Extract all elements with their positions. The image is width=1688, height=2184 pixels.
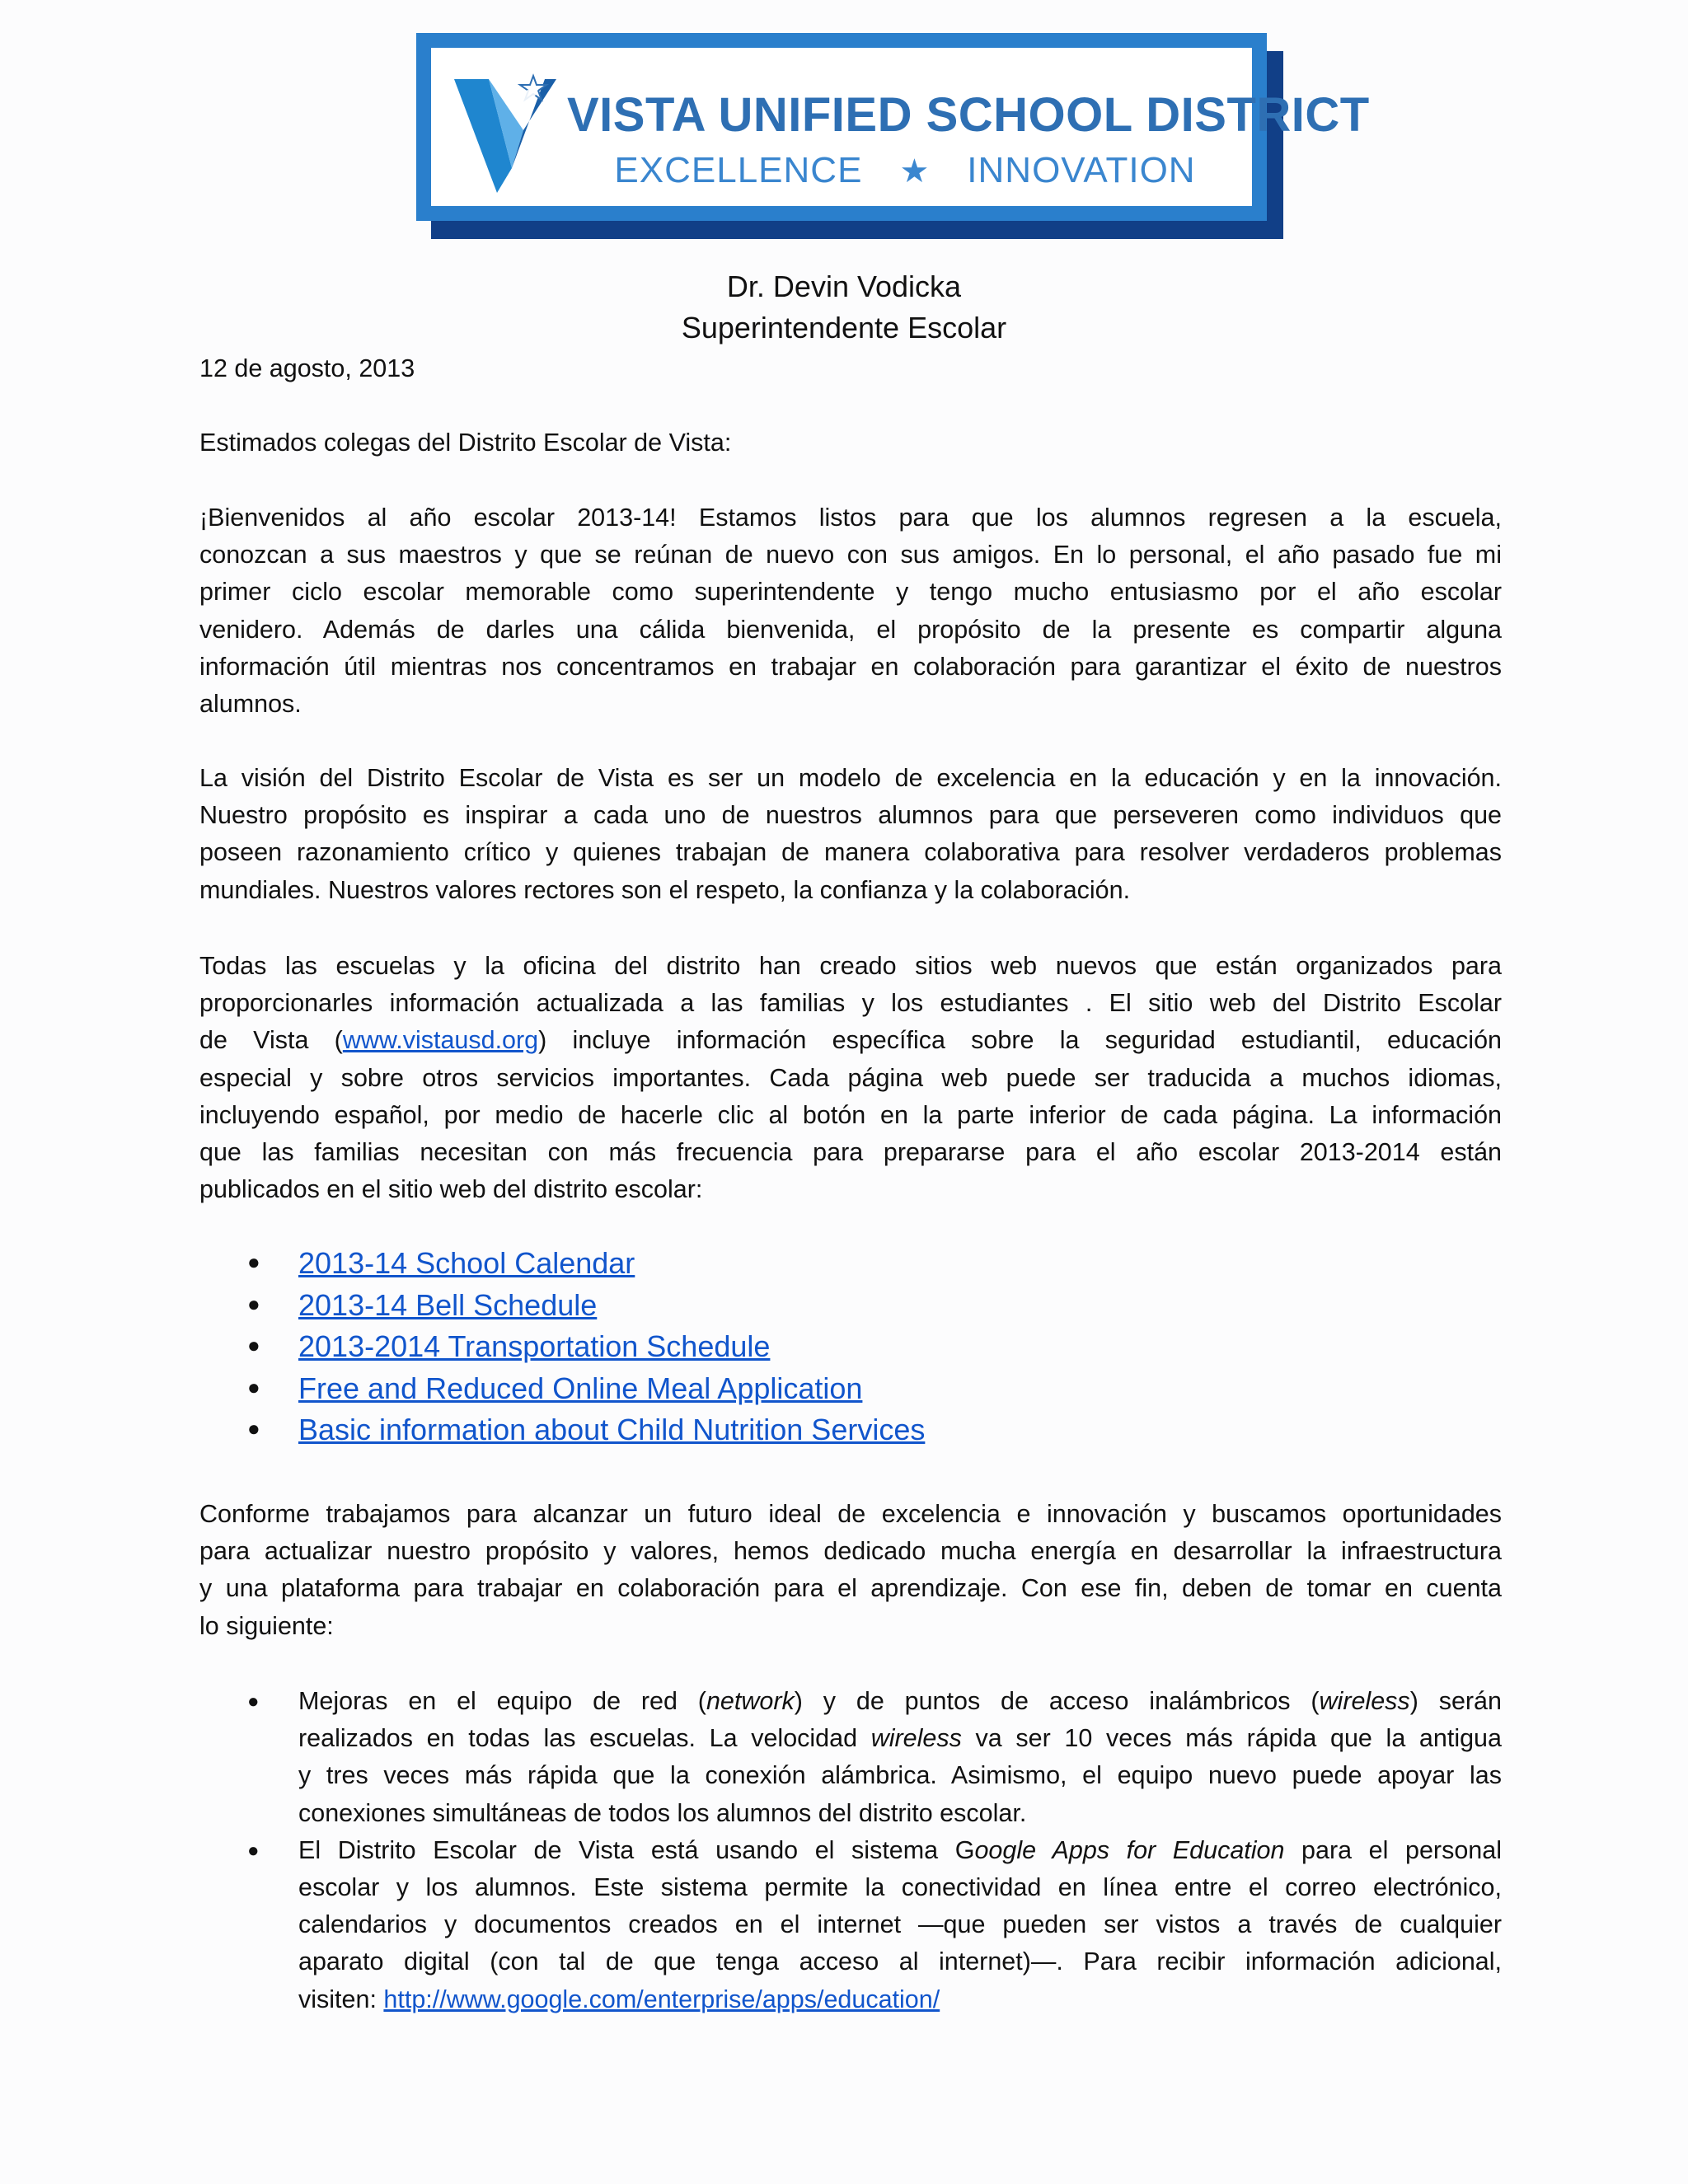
salutation: Estimados colegas del Distrito Escolar de Vista:	[199, 429, 732, 457]
text-line: especial y sobre otros servicios importantes. Cada página web puede ser traducida a muchos idiomas,	[199, 1063, 1502, 1092]
text-line: y una plataforma para trabajar en colaboración para el aprendizaje. Con ese fin, deben de tomar en cuenta	[199, 1574, 1502, 1603]
text-segment: realizados en todas las escuelas. La velocidad	[298, 1724, 871, 1753]
v-star-logo-icon	[448, 71, 571, 194]
sender-title: Superintendente Escolar	[681, 311, 1007, 344]
text-line: ¡Bienvenidos al año escolar 2013-14! Estamos listos para que los alumnos regresen a la escuela,	[199, 504, 1502, 532]
list-item	[247, 1243, 925, 1285]
text-line: calendarios y documentos creados en el internet —que pueden ser vistos a través de cualquier	[298, 1910, 1502, 1939]
text-line: aparato digital (con tal de que tenga acceso al internet)—. Para recibir información adicional,	[298, 1947, 1502, 1976]
text-segment: network	[706, 1687, 795, 1715]
text-line: Nuestro propósito es inspirar a cada uno de nuestros alumnos para que perseveren como individuos que	[199, 801, 1502, 830]
list-item	[247, 1285, 925, 1327]
list-item	[247, 1683, 1502, 1832]
text-line: venidero. Además de darles una cálida bienvenida, el propósito de la presente es compartir alguna	[199, 615, 1502, 644]
text-line: escolar y los alumnos. Este sistema permite la conectividad en línea entre el correo electrónico,	[298, 1873, 1502, 1902]
text-line	[298, 1683, 1502, 1720]
sender-name: Dr. Devin Vodicka	[726, 269, 962, 303]
logo-title: VISTA UNIFIED SCHOOL DISTRICT	[567, 88, 1370, 142]
text-line: para actualizar nuestro propósito y valores, hemos dedicado mucha energía en desarrollar la infraestructura	[199, 1537, 1502, 1566]
letter-date: 12 de agosto, 2013	[199, 354, 415, 382]
text-line: lo siguiente:	[199, 1611, 334, 1640]
text-segment: va ser 10 veces más rápida que la antigua	[961, 1724, 1502, 1753]
list-item	[247, 1326, 925, 1368]
text-segment: wireless	[870, 1724, 962, 1753]
list-item	[247, 1368, 925, 1410]
text-line: incluyendo español, por medio de hacerle clic al botón en la parte inferior de cada página. La información	[199, 1100, 1502, 1129]
google-apps-link[interactable]: http://www.google.com/enterprise/apps/education/	[383, 1985, 940, 2013]
district-logo	[416, 33, 1370, 243]
text-line: que las familias necesitan con más frecuencia para prepararse para el año escolar 2013-2014 están	[199, 1138, 1502, 1167]
text-line: mundiales. Nuestros valores rectores son el respeto, la confianza y la colaboración.	[199, 875, 1131, 904]
text-segment: oogle Apps for Education	[974, 1835, 1285, 1864]
text-line: y tres veces más rápida que la conexión alámbrica. Asimismo, el equipo nuevo puede apoyar las	[298, 1761, 1502, 1790]
text-segment: ) incluye información específica sobre la seguridad estudiantil, educación	[538, 1026, 1502, 1055]
text-segment: ) serán	[1409, 1687, 1502, 1715]
bell-schedule-link[interactable]: 2013-14 Bell Schedule	[298, 1287, 598, 1322]
text-line: publicados en el sitio web del distrito escolar:	[199, 1175, 703, 1204]
text-line: conozcan a sus maestros y que se reúnan de nuevo con sus amigos. En lo personal, el año pasado fue mi	[199, 541, 1502, 569]
text-segment: wireless	[1319, 1687, 1410, 1715]
list-item	[247, 1832, 1502, 2018]
child-nutrition-link[interactable]: Basic information about Child Nutrition Services	[298, 1413, 926, 1446]
vistausd-link[interactable]: www.vistausd.org	[342, 1026, 539, 1055]
text-line: poseen razonamiento crítico y quienes trabajan de manera colaborativa para resolver verdaderos problemas	[199, 838, 1502, 867]
list-item	[247, 1409, 925, 1451]
school-calendar-link[interactable]: 2013-14 School Calendar	[298, 1246, 635, 1280]
logo-inner	[431, 48, 1370, 206]
logo-tagline	[567, 150, 1243, 191]
text-line: Todas las escuelas y la oficina del distrito han creado sitios web nuevos que están organizados para	[199, 952, 1502, 980]
text-segment: visiten:	[298, 1985, 384, 2013]
improvements-list	[247, 1683, 1502, 2018]
logo-frame	[416, 33, 1370, 221]
text-line: información útil mientras nos concentramos en trabajar en colaboración para garantizar el éxito de nuestros	[199, 652, 1502, 681]
paragraph-vision	[199, 760, 1502, 909]
text-line: alumnos.	[199, 690, 302, 719]
text-segment: para el personal	[1284, 1835, 1503, 1864]
transportation-schedule-link[interactable]: 2013-2014 Transportation Schedule	[298, 1329, 771, 1363]
text-line	[298, 1981, 1502, 2018]
text-segment: de Vista (	[199, 1026, 343, 1055]
text-line	[298, 1720, 1502, 1757]
text-line: Conforme trabajamos para alcanzar un futuro ideal de excelencia e innovación y buscamos oportunidades	[199, 1500, 1502, 1528]
resource-links-list	[247, 1243, 925, 1451]
paragraph-infrastructure	[199, 1496, 1502, 1645]
text-line: La visión del Distrito Escolar de Vista es ser un modelo de excelencia en la educación y en la innovación.	[199, 764, 1502, 792]
text-line: primer ciclo escolar memorable como superintendente y tengo mucho entusiasmo por el año escolar	[199, 578, 1502, 607]
text-line: proporcionarles información actualizada a las familias y los estudiantes . El sitio web del Distrito Escolar	[199, 989, 1502, 1018]
meal-application-link[interactable]: Free and Reduced Online Meal Application	[298, 1371, 863, 1405]
text-segment: Mejoras en el equipo de red (	[298, 1687, 706, 1715]
paragraph-websites	[199, 948, 1502, 1208]
tagline-left: EXCELLENCE	[614, 150, 863, 190]
paragraph-welcome	[199, 499, 1502, 723]
text-line	[298, 1832, 1502, 1869]
text-segment: ) y de puntos de acceso inalámbricos (	[794, 1687, 1320, 1715]
star-icon: ★	[899, 153, 931, 190]
tagline-right: INNOVATION	[967, 150, 1196, 190]
text-segment: El Distrito Escolar de Vista está usando el sistema G	[298, 1835, 975, 1864]
text-line: conexiones simultáneas de todos los alumnos del distrito escolar.	[298, 1798, 1027, 1827]
text-line	[199, 1022, 1502, 1059]
